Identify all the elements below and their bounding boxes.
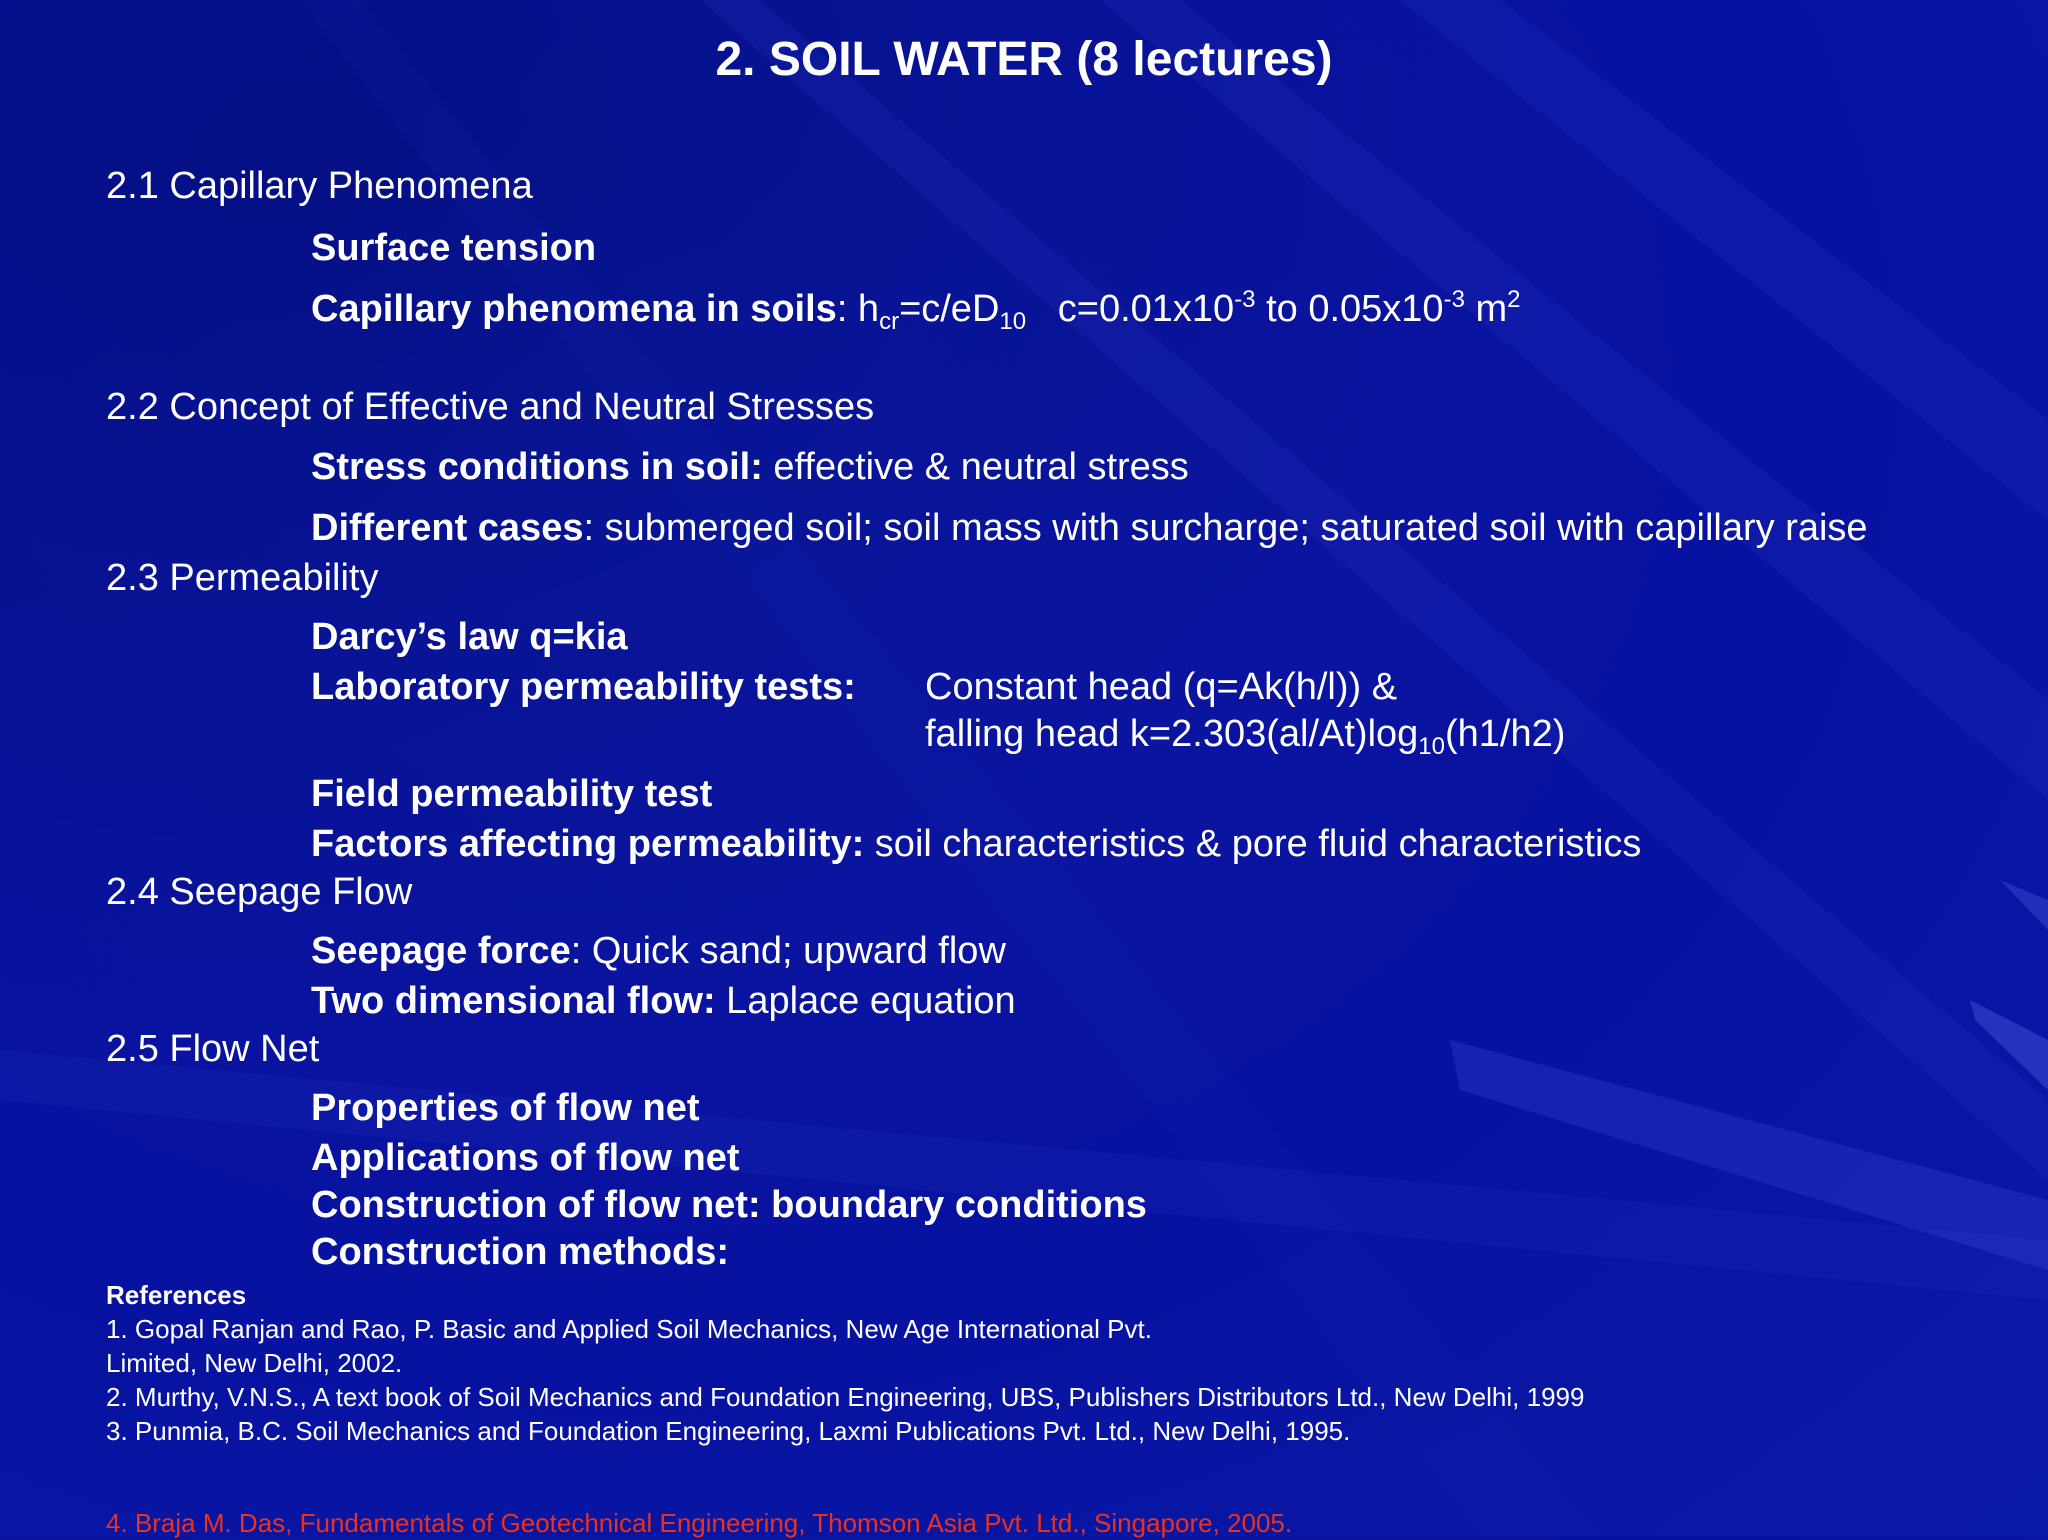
section-heading-2-5: 2.5 Flow Net [106, 1028, 320, 1070]
item-label: Two dimensional flow: [311, 980, 716, 1022]
reference-line: Limited, New Delhi, 2002. [106, 1348, 403, 1378]
item-text: : Quick sand; upward flow [570, 930, 1006, 972]
item-two-dimensional-flow [311, 977, 1016, 1025]
item-label: Construction methods: [311, 1231, 729, 1273]
item-label: Factors affecting permeability: [311, 823, 865, 865]
reference-line: 3. Punmia, B.C. Soil Mechanics and Foundation Engineering, Laxmi Publications Pvt. Ltd., New Delhi, 1995. [106, 1416, 1351, 1446]
formula-part: to 0.05x10 [1255, 288, 1444, 330]
formula-sub: 10 [1418, 733, 1445, 760]
item-label: Field permeability test [311, 773, 713, 815]
item-text: soil characteristics & pore fluid characteristics [864, 823, 1642, 865]
item-factors-affecting-permeability [311, 820, 1641, 868]
item-properties-flow-net [311, 1084, 699, 1132]
item-label: Capillary phenomena in soils [311, 288, 837, 330]
item-different-cases [311, 504, 1868, 552]
reference-line: 2. Murthy, V.N.S., A text book of Soil Mechanics and Foundation Engineering, UBS, Publishers Distributors Ltd., New Delhi, 1999 [106, 1382, 1585, 1412]
item-label: Construction of flow net: boundary conditions [311, 1184, 1147, 1226]
item-darcys-law [311, 613, 628, 661]
item-stress-conditions [311, 443, 1189, 491]
item-label: Stress conditions in soil: [311, 446, 763, 488]
item-label: Laboratory permeability tests: [311, 666, 856, 708]
item-text: Laplace equation [715, 980, 1016, 1022]
item-label: Different cases [311, 507, 584, 549]
formula-part: c=0.01x10 [1026, 288, 1235, 330]
references-title: References [106, 1280, 247, 1310]
formula-sup: -3 [1443, 286, 1465, 313]
formula-sup: 2 [1507, 286, 1521, 313]
item-label: Applications of flow net [311, 1137, 740, 1179]
item-construction-flow-net [311, 1181, 1147, 1229]
section-heading-2-2: 2.2 Concept of Effective and Neutral Stresses [106, 386, 875, 428]
lab-tests-falling-head [925, 710, 1565, 758]
formula-sub: 10 [999, 308, 1027, 335]
formula-part: (h1/h2) [1444, 713, 1566, 755]
item-label: Properties of flow net [311, 1087, 700, 1129]
item-capillary-phenomena [311, 285, 1521, 333]
item-construction-methods [311, 1228, 729, 1276]
section-heading-2-4: 2.4 Seepage Flow [106, 871, 413, 913]
item-surface-tension [311, 224, 596, 272]
formula-part: : h [836, 288, 880, 330]
item-label: Darcy’s law q=kia [311, 616, 628, 658]
item-label: Surface tension [311, 227, 597, 269]
formula-sup: -3 [1234, 286, 1256, 313]
item-text: effective & neutral stress [762, 446, 1189, 488]
formula-part: m [1464, 288, 1508, 330]
formula-part: =c/eD [899, 288, 1000, 330]
reference-highlighted: 4. Braja M. Das, Fundamentals of Geotechnical Engineering, Thomson Asia Pvt. Ltd., Singapore, 2005. [106, 1508, 1293, 1538]
item-lab-permeability-tests [311, 663, 856, 711]
section-heading-2-1: 2.1 Capillary Phenomena [106, 165, 533, 207]
slide-title: 2. SOIL WATER (8 lectures) [715, 33, 1333, 86]
item-label: Seepage force [311, 930, 571, 972]
reference-line: 1. Gopal Ranjan and Rao, P. Basic and Applied Soil Mechanics, New Age International Pvt. [106, 1314, 1152, 1344]
item-seepage-force [311, 927, 1006, 975]
item-field-permeability-test [311, 770, 712, 818]
item-text: : submerged soil; soil mass with surcharge; saturated soil with capillary raise [583, 507, 1868, 549]
lab-tests-constant-head: Constant head (q=Ak(h/l)) & [925, 666, 1398, 708]
item-applications-flow-net [311, 1134, 740, 1182]
section-heading-2-3: 2.3 Permeability [106, 557, 379, 599]
formula-sub: cr [879, 308, 900, 335]
formula-part: falling head k=2.303(al/At)log [925, 713, 1419, 755]
